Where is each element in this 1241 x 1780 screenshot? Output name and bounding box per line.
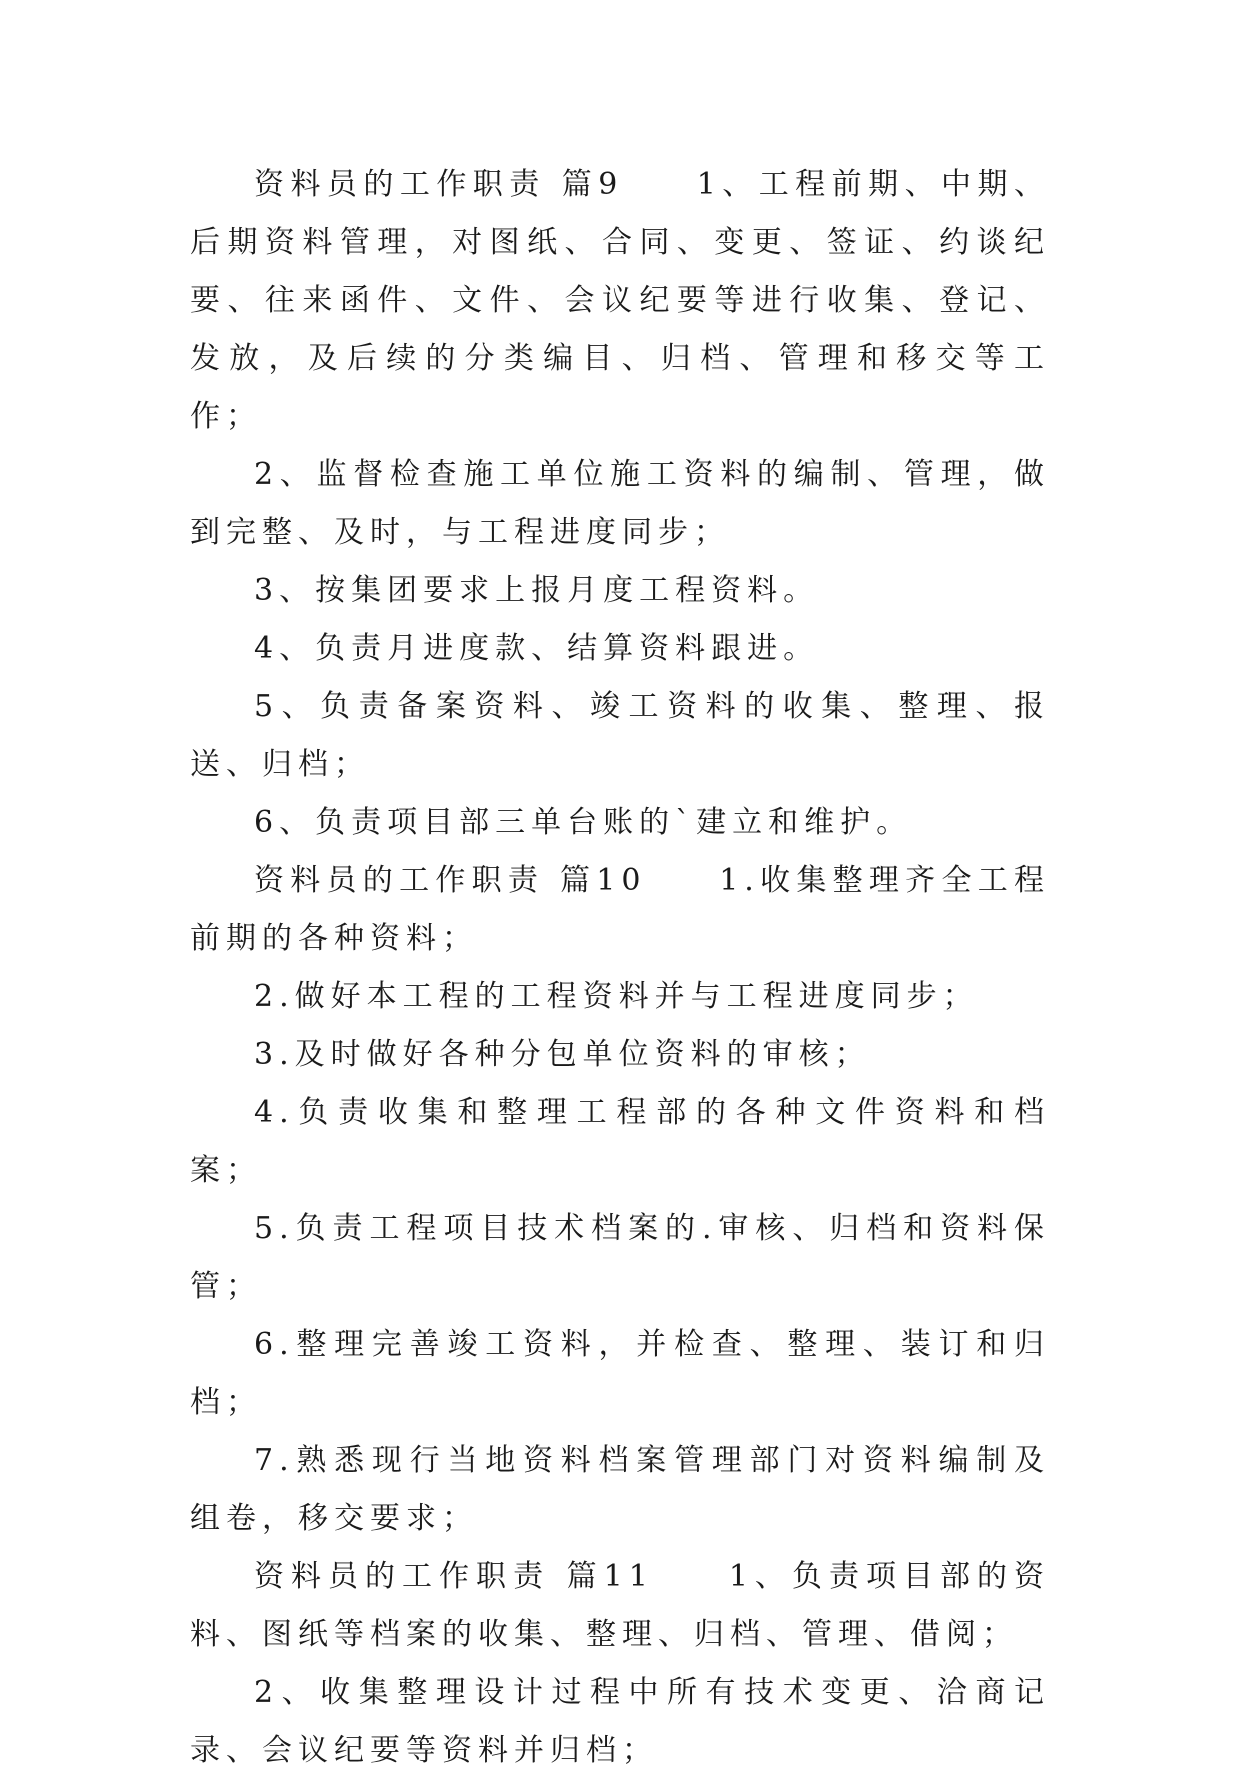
paragraph-section-10-item-5: 5.负责工程项目技术档案的.审核、归档和资料保管； [190, 1211, 1050, 1304]
paragraph-section-9-item-3: 3、按集团要求上报月度工程资料。 [254, 573, 820, 608]
paragraph-section-11-item-1: 资料员的工作职责 篇11 1、负责项目部的资料、图纸等档案的收集、整理、归档、管理、借阅； [190, 1559, 1050, 1652]
document-body [190, 156, 1050, 1780]
paragraph-section-9-item-1: 资料员的工作职责 篇9 1、工程前期、中期、后期资料管理，对图纸、合同、变更、签证、约谈纪要、往来函件、文件、会议纪要等进行收集、登记、发放，及后续的分类编目、归档、管理和移交等工作； [190, 167, 1050, 434]
paragraph-section-11-item-2: 2、收集整理设计过程中所有技术变更、洽商记录、会议纪要等资料并归档； [190, 1675, 1050, 1768]
paragraph-section-9-item-2: 2、监督检查施工单位施工资料的编制、管理，做到完整、及时，与工程进度同步； [190, 457, 1050, 550]
paragraph-section-10-item-1: 资料员的工作职责 篇10 1.收集整理齐全工程前期的各种资料； [190, 863, 1050, 956]
paragraph-section-10-item-7: 7.熟悉现行当地资料档案管理部门对资料编制及组卷，移交要求； [190, 1443, 1050, 1536]
paragraph-section-10-item-6: 6.整理完善竣工资料，并检查、整理、装订和归档； [190, 1327, 1050, 1420]
paragraph-section-10-item-2: 2.做好本工程的工程资料并与工程进度同步； [254, 979, 979, 1014]
paragraph-section-10-item-3: 3.及时做好各种分包单位资料的审核； [254, 1037, 871, 1072]
paragraph-section-9-item-6: 6、负责项目部三单台账的`建立和维护。 [254, 805, 913, 840]
paragraph-section-10-item-4: 4.负责收集和整理工程部的各种文件资料和档案； [190, 1095, 1050, 1188]
paragraph-section-9-item-4: 4、负责月进度款、结算资料跟进。 [254, 631, 820, 666]
paragraph-section-9-item-5: 5、负责备案资料、竣工资料的收集、整理、报送、归档； [190, 689, 1050, 782]
